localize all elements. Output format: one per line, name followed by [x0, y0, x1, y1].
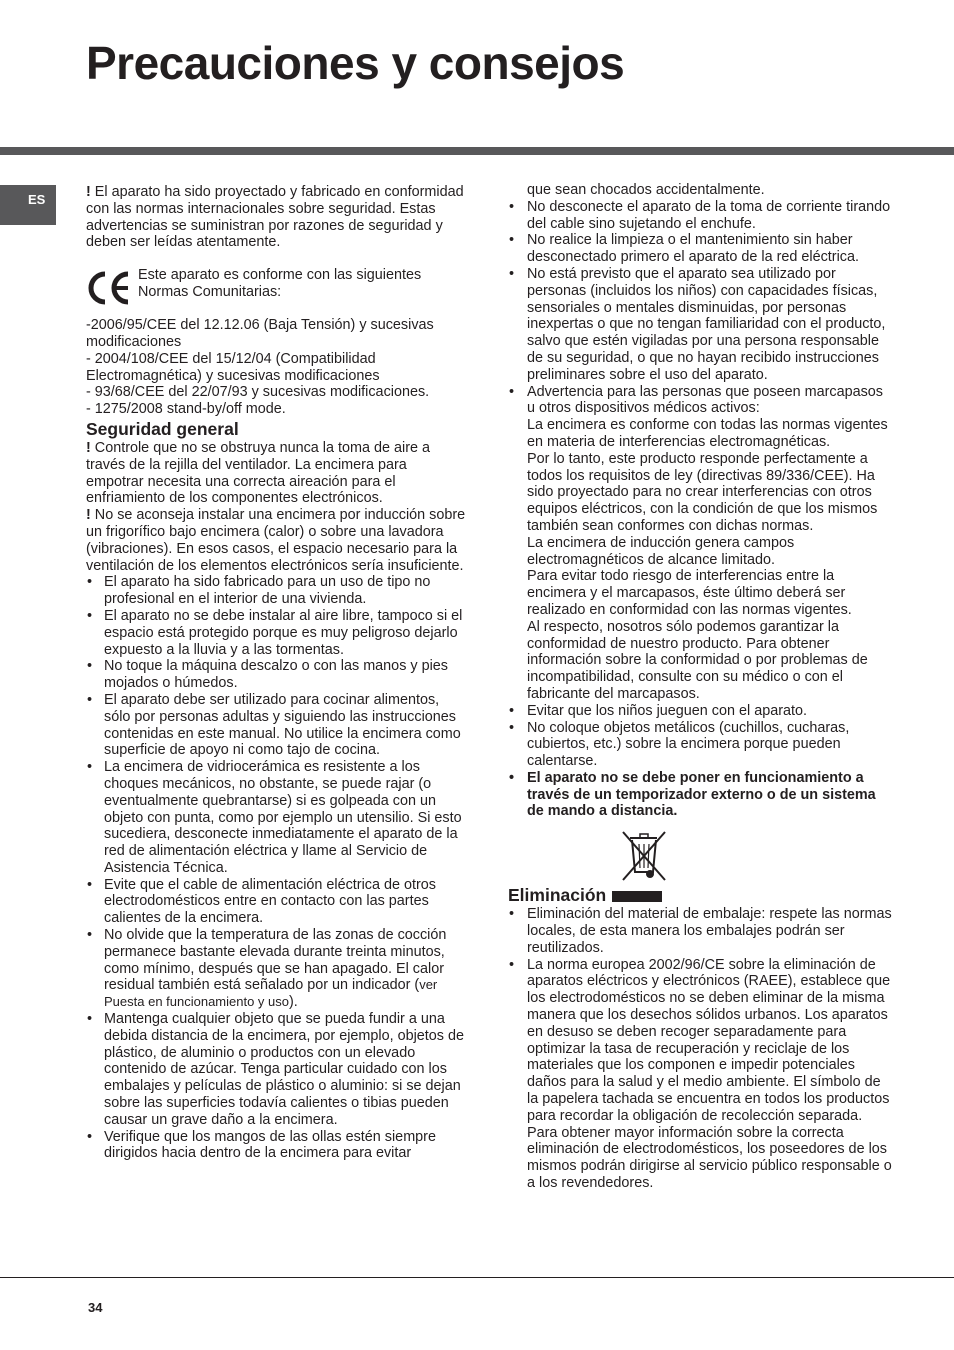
disposal-heading [508, 884, 894, 906]
warning-text: No se aconseja instalar una encimera por inducción sobre un frigorífico bajo encimera (calor) o sobre una lavadora (vibraciones). En esos casos, el espacio necesario para la ventilación de los elementos electrónicos sería insuficiente. [86, 507, 466, 574]
heading-bar [612, 891, 662, 902]
intro-paragraph [86, 184, 466, 251]
list-item: • El aparato no se debe instalar al aire libre, tampoco si el espacio está protegido porque es muy peligroso dejarlo expuesto a la lluvia y a las tormentas. [86, 608, 466, 658]
pacemaker-line: Para evitar todo riesgo de interferencias entre la encimera y el marcapasos, éste último deberá ser realizado en conformidad con las normas vigentes. [527, 568, 852, 618]
warning-mark: ! [86, 184, 91, 200]
disposal-paragraph: • La norma europea 2002/96/CE sobre la eliminación de aparatos eléctricos y electrónicos (RAEE), establece que los electrodomésticos no se deben eliminar de la misma manera que los desechos sólidos urbanos. Los aparatos en desuso se deben recoger separadamente para optimizar la tasa de recuperación y reciclaje de los materiales que los componen e impedir potenciales daños para la salud y el medio ambiente. El símbolo de la papelera tachada se encuentra en todos los productos para recordar la obligación de recolección separada. [527, 956, 891, 1124]
cross-reference: ver Puesta en funcionamiento y uso [104, 977, 438, 1010]
disposal-paragraph: Para obtener mayor información sobre la correcta eliminación de electrodomésticos, los poseedores de los mismos podrán dirigirse al servicio público responsable o a los revendedores. [527, 1124, 892, 1192]
list-item: • El aparato debe ser utilizado para cocinar alimentos, sólo por personas adultas y siguiendo las instrucciones contenidas en este manual. No utilice la encimera como superficie de apoyo ni como tajo de cocina. [86, 692, 466, 759]
disposal-list [508, 906, 894, 1192]
list-item [508, 957, 894, 1192]
norm-item: - 2004/108/CEE del 15/12/04 (Compatibilidad Electromagnética) y sucesivas modificaciones [86, 350, 380, 384]
safety-list [86, 574, 466, 1162]
page-number: 34 [88, 1300, 103, 1315]
list-item: • Evite que el cable de alimentación eléctrica de otros electrodomésticos entre en contacto con las partes calientes de la encimera. [86, 877, 466, 927]
warning-paragraph [86, 507, 466, 574]
pacemaker-line: • Advertencia para las personas que poseen marcapasos u otros dispositivos médicos activos: [527, 383, 883, 417]
list-item: • No está previsto que el aparato sea utilizado por personas (incluidos los niños) con capacidades físicas, sensoriales o mentales disminuidas, por personas inexpertas o que no tengan familiaridad con el producto, salvo que estén vigiladas por una persona responsable de su seguridad, o que no hayan recibido instrucciones preliminares sobre el uso del aparato. [508, 266, 894, 384]
list-item: • No toque la máquina descalzo o con las manos y pies mojados o húmedos. [86, 658, 466, 692]
pacemaker-line: La encimera de inducción genera campos electromagnéticos de alcance limitado. [527, 534, 795, 568]
warning-mark: ! [86, 439, 91, 456]
crossed-bin-icon [615, 830, 673, 882]
warning-text: Controle que no se obstruya nunca la toma de aire a través de la rejilla del ventilador. La encimera para empotrar necesita una correcta aireación para el enfriamiento de los componentes electrónicos. [86, 439, 430, 507]
weee-wrap [508, 830, 894, 882]
warning-paragraph [86, 440, 466, 507]
ce-mark-icon [86, 271, 132, 305]
list-item-pacemaker [508, 384, 894, 703]
pacemaker-line: La encimera es conforme con todas las normas vigentes en materia de interferencias electromagnéticas. [527, 417, 888, 450]
list-item-text: ). [289, 994, 298, 1011]
list-item: • No realice la limpieza o el mantenimiento sin haber desconectado primero el aparato de la red eléctrica. [508, 232, 894, 266]
right-column [508, 182, 894, 1192]
section-title-eliminacion: Eliminación [508, 885, 607, 906]
list-item: • El aparato ha sido fabricado para un uso de tipo no profesional en el interior de una vivienda. [86, 574, 466, 608]
list-item-text: No olvide que la temperatura de las zonas de cocción permanece bastante elevada durante treinta minutos, como mínimo, después que se han apagado. El calor residual también está señalado por un indicador ( [104, 927, 447, 994]
list-item: • Verifique que los mangos de las ollas estén siempre dirigidos hacia dentro de la encimera para evitar [86, 1129, 466, 1163]
page-title: Precauciones y consejos [86, 37, 625, 89]
list-item: • La encimera de vidriocerámica es resistente a los choques mecánicos, no obstante, se puede rajar (o eventualmente quebrantarse) si es golpeada con un objeto con punta, como por ejemplo un utensilio. Si esto sucediera, desconecte inmediatamente el aparato de la red de alimentación eléctrica y llame al Servicio de Asistencia Técnica. [86, 759, 466, 877]
norm-item: - 93/68/CEE del 22/07/93 y sucesivas modificaciones. [86, 384, 430, 401]
safety-list-continued [508, 182, 894, 820]
norm-item: -2006/95/CEE del 12.12.06 (Baja Tensión) y sucesivas modificaciones [86, 317, 434, 350]
pacemaker-line: Por lo tanto, este producto responde perfectamente a todos los requisitos de ley (directivas 89/336/CEE). Ha sido proyectado para no crear interferencias con otros equipos eléctricos, con la condición de que los mismos también sean conformes con dichas normas. [527, 450, 878, 534]
pacemaker-line: Al respecto, nosotros sólo podemos garantizar la conformidad de nuestro producto. Para obtener información sobre la conformidad o por problemas de incompatibilidad, consulte con su médico o con el fabricante del marcapasos. [527, 618, 868, 702]
left-column [86, 184, 466, 1162]
list-item [86, 927, 466, 1011]
norm-item: - 1275/2008 stand-by/off mode. [86, 401, 286, 418]
intro-text: El aparato ha sido proyectado y fabricado en conformidad con las normas internacionales sobre seguridad. Estas advertencias se suministran por razones de seguridad y deben ser leídas atentamente. [86, 184, 464, 251]
list-item: • No coloque objetos metálicos (cuchillos, cucharas, cubiertos, etc.) sobre la encimera porque pueden calentarse. [508, 720, 894, 770]
list-item: • Evitar que los niños jueguen con el aparato. [508, 703, 894, 720]
header-rule [0, 147, 954, 155]
list-item: • Mantenga cualquier objeto que se pueda fundir a una debida distancia de la encimera, por ejemplo, objetos de plástico, de aluminio o productos con un elevado contenido de azúcar. Tenga particular cuidado con los embalajes y películas de plástico o aluminio: si se dejan sobre las superficies todavía calientes o tibias pueden causar un grave daño a la encimera. [86, 1011, 466, 1129]
footer-rule [0, 1277, 954, 1278]
list-item-continuation: que sean chocados accidentalmente. [527, 182, 765, 198]
ce-block [86, 267, 466, 317]
warning-mark: ! [86, 507, 91, 524]
ce-text: Este aparato es conforme con las siguientes Normas Comunitarias: [138, 267, 422, 300]
section-title-seguridad: Seguridad general [86, 418, 239, 439]
list-item: • No desconecte el aparato de la toma de corriente tirando del cable sino sujetando el enchufe. [508, 199, 894, 233]
language-tab: ES [0, 185, 56, 225]
list-item: • Eliminación del material de embalaje: respete las normas locales, de esta manera los embalajes podrán ser reutilizados. [508, 906, 894, 956]
list-item-bold: • El aparato no se debe poner en funcionamiento a través de un temporizador externo o de un sistema de mando a distancia. [508, 770, 894, 820]
